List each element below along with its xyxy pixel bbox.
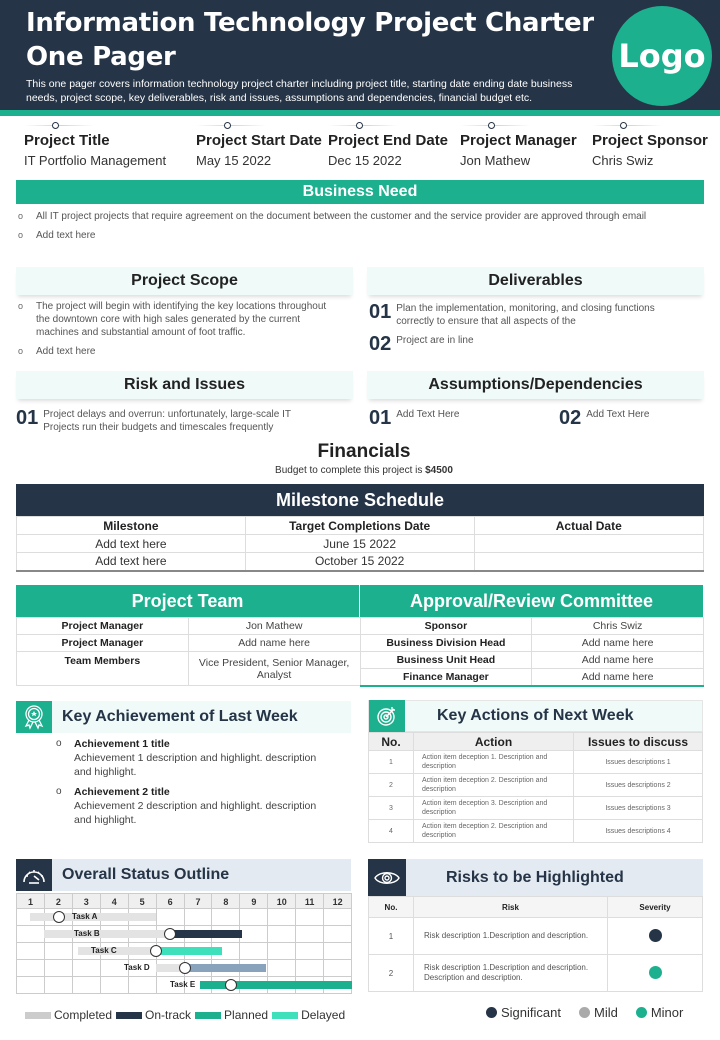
- progress-marker: [225, 979, 237, 991]
- gantt-bar-delayed: [156, 947, 222, 955]
- table-row: 2 Action item deception 2. Description and description Issues descriptions 2: [369, 774, 703, 797]
- table-row: 2 Risk description 1.Description and description. Description and description.: [369, 955, 703, 992]
- progress-marker: [164, 928, 176, 940]
- eye-icon: [368, 859, 406, 897]
- actions-header: [368, 700, 703, 732]
- list-item: o Achievement 2 title Achievement 2 description and highlight. description and highlight.: [56, 785, 336, 827]
- dot-icon: [620, 122, 627, 129]
- dot-icon: [488, 122, 495, 129]
- legend-swatch: [116, 1012, 142, 1019]
- financials-title: Financials: [317, 441, 411, 462]
- gantt-bar-on-track: [170, 930, 242, 938]
- approval-committee-header: Approval/Review Committee: [360, 585, 704, 617]
- table-row: Add text here June 15 2022: [17, 535, 704, 553]
- deliverables-header: Deliverables: [367, 267, 704, 295]
- gantt-row-task-b: Task B: [16, 926, 352, 943]
- minor-dot-icon: [636, 1007, 647, 1018]
- achievements-list: [56, 737, 336, 833]
- mild-dot-icon: [579, 1007, 590, 1018]
- risks-legend: Significant Mild Minor: [486, 1005, 683, 1020]
- logo: Logo: [612, 6, 712, 106]
- table-row: 3 Action item deception 3. Description and description Issues descriptions 3: [369, 797, 703, 820]
- status-title: Overall Status Outline: [62, 866, 230, 883]
- gantt-chart: [16, 893, 352, 994]
- project-team-header: Project Team: [16, 585, 360, 617]
- table-row: Add text here October 15 2022: [17, 553, 704, 571]
- table-row: Project Manager Add name here Business Division Head Add name here: [17, 635, 704, 652]
- risks-title: Risks to be Highlighted: [446, 869, 624, 886]
- gantt-month-header: 1 2 3 4 5 6 7 8 9 10 11 12: [16, 893, 352, 909]
- actions-table: [368, 732, 703, 843]
- legend-swatch: [272, 1012, 298, 1019]
- progress-marker: [179, 962, 191, 974]
- risk-issue-item: 01 Project delays and overrun: unfortunately, large-scale IT Projects run their budgets and timescales frequently: [16, 407, 291, 433]
- assumption-item: 01 Add Text Here: [369, 407, 460, 429]
- gantt-bar-planned: [200, 981, 352, 989]
- deliverable-item: 01 Plan the implementation, monitoring, and closing functions correctly to ensure that all aspects of the: [369, 301, 655, 327]
- status-header: [16, 859, 351, 891]
- assumptions-header: Assumptions/Dependencies: [367, 371, 704, 399]
- table-row: 1 Risk description 1.Description and description.: [369, 918, 703, 955]
- severity-minor-icon: [649, 966, 662, 979]
- table-row: 4 Action item deception 2. Description and description Issues descriptions 4: [369, 820, 703, 843]
- dot-icon: [356, 122, 363, 129]
- gantt-row-task-a: Task A: [16, 909, 352, 926]
- risks-header: [368, 859, 703, 897]
- achievements-title: Key Achievement of Last Week: [62, 708, 298, 725]
- header: [0, 0, 720, 110]
- financials-budget: Budget to complete this project is $4500: [275, 465, 453, 476]
- dot-icon: [52, 122, 59, 129]
- gantt-bar-completed: [44, 930, 170, 938]
- table-header-row: Milestone Target Completions Date Actual Date: [17, 517, 704, 535]
- table-row: Finance Manager Add name here: [17, 669, 704, 686]
- table-row: Team Members Vice President, Senior Manager, Analyst Business Unit Head Add name here: [17, 652, 704, 669]
- gantt-row-task-c: Task C: [16, 943, 352, 960]
- table-row: Project Manager Jon Mathew Sponsor Chris Swiz: [17, 618, 704, 635]
- legend-swatch: [195, 1012, 221, 1019]
- progress-marker: [150, 945, 162, 957]
- business-need-list: o All IT project projects that require agreement on the document between the customer and the service provider are approved through email o Add text here: [16, 210, 656, 248]
- assumption-item: 02 Add Text Here: [559, 407, 650, 429]
- gantt-bar-completed: [78, 947, 156, 955]
- target-icon: [369, 700, 405, 732]
- significant-dot-icon: [486, 1007, 497, 1018]
- table-header-row: No. Risk Severity: [369, 897, 703, 918]
- project-team-table: [16, 585, 704, 687]
- table-row: 1 Action item deception 1. Description and description Issues descriptions 1: [369, 751, 703, 774]
- dot-icon: [224, 122, 231, 129]
- gantt-row-task-e: Task E: [16, 977, 352, 994]
- project-scope-list: o The project will begin with identifying the key locations throughout the downtown core with high sales generated by the current machines and substantial amount of foot traffic. o Add text here: [16, 300, 336, 364]
- table-header-row: No. Action Issues to discuss: [369, 733, 703, 751]
- gantt-row-task-d: Task D: [16, 960, 352, 977]
- list-item: o Achievement 1 title Achievement 1 description and highlight. description and highlight.: [56, 737, 336, 779]
- progress-marker: [53, 911, 65, 923]
- project-scope-header: Project Scope: [16, 267, 353, 295]
- gantt-legend: Completed On-track Planned Delayed: [25, 1008, 345, 1022]
- achievements-header: [16, 701, 351, 733]
- page-title: Information Technology Project Charter One Pager: [26, 8, 594, 72]
- business-need-header: Business Need: [16, 180, 704, 204]
- risks-table: [368, 896, 703, 992]
- award-icon: [16, 701, 52, 733]
- actions-title: Key Actions of Next Week: [437, 707, 634, 724]
- deliverable-item: 02 Project are in line: [369, 333, 474, 355]
- severity-significant-icon: [649, 929, 662, 942]
- legend-swatch: [25, 1012, 51, 1019]
- speedometer-icon: [16, 859, 52, 891]
- page-subtitle: This one pager covers information technology project charter including project title, starting date ending date business needs, project scope, key deliverables, risk and issues, assumptions and dependencies, financial budget etc.: [26, 78, 573, 104]
- gantt-bar-status: [184, 964, 266, 972]
- milestone-header: Milestone Schedule: [16, 484, 704, 516]
- header-accent-bar: [0, 110, 720, 116]
- risk-issues-header: Risk and Issues: [16, 371, 353, 399]
- milestone-schedule: [16, 484, 704, 572]
